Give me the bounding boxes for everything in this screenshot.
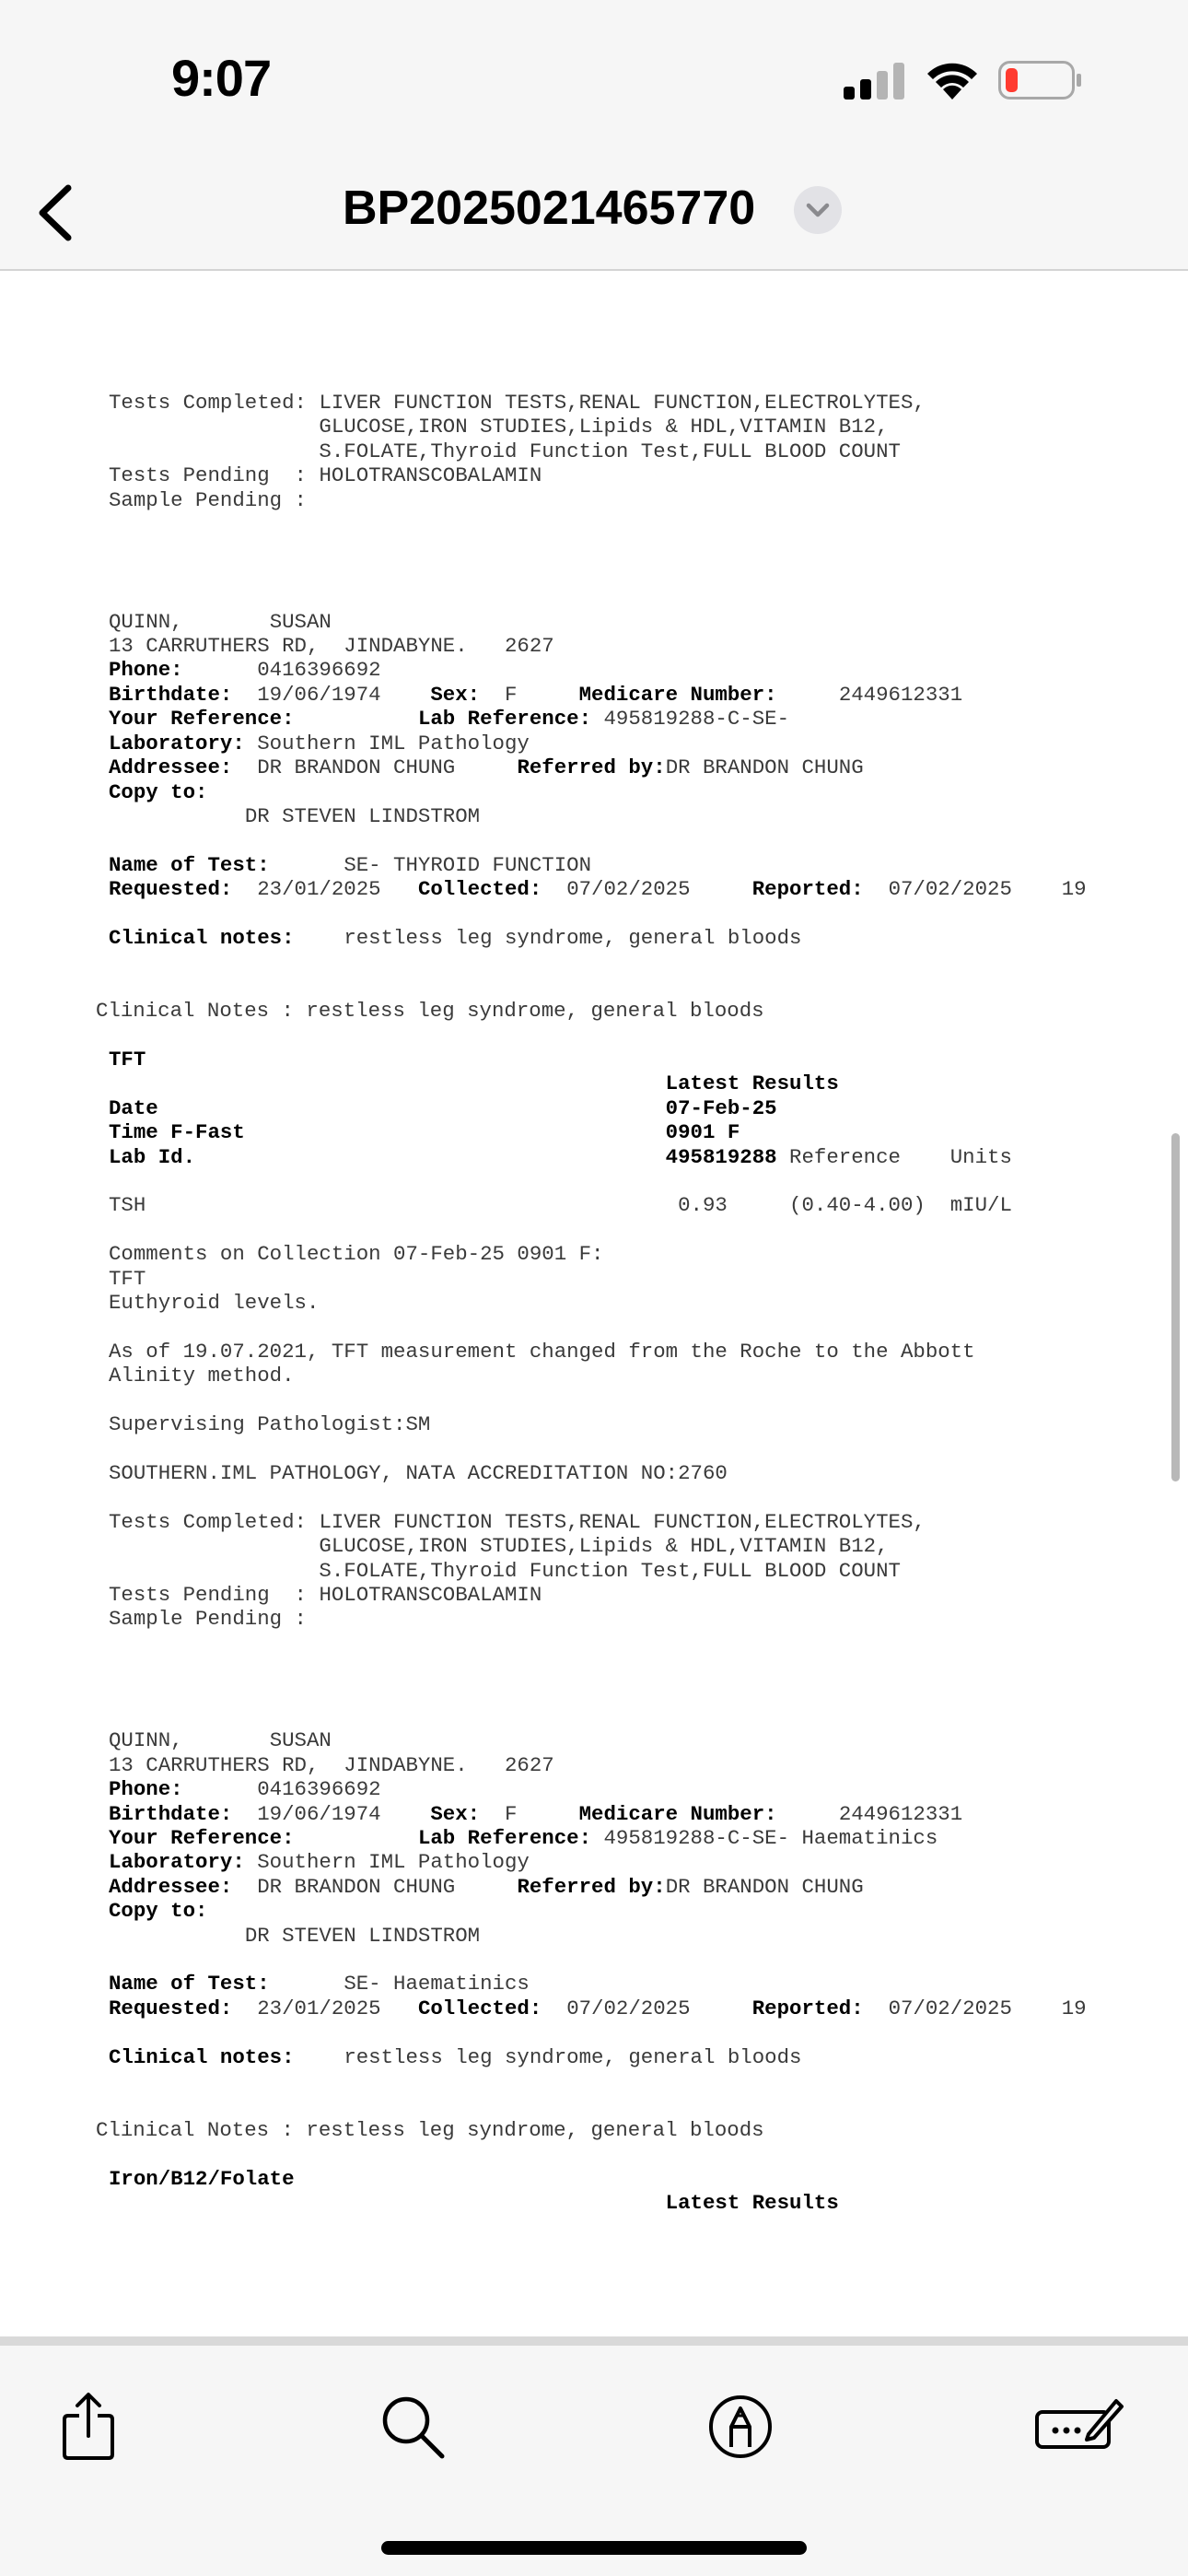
lab-reference-value: 495819288-C-SE-: [603, 707, 790, 732]
date-label: Date: [109, 1095, 158, 1120]
requested-label: Requested:: [109, 877, 233, 902]
iron-section-title: Iron/B12/Folate: [109, 2166, 295, 2191]
addressee-value: DR BRANDON CHUNG: [257, 1874, 456, 1899]
patient-postcode: 2627: [504, 1752, 554, 1777]
wifi-icon: [923, 57, 982, 101]
your-reference-label: Your Reference:: [109, 1825, 295, 1850]
toolbar-divider: [0, 2336, 1188, 2346]
date-value: 07-Feb-25: [665, 1095, 777, 1120]
phone-value: 0416396692: [257, 1777, 381, 1802]
reported-value: 07/02/2025: [888, 877, 1012, 902]
birthdate-label: Birthdate:: [109, 1801, 233, 1826]
laboratory-label: Laboratory:: [109, 731, 245, 755]
lab-reference-label: Lab Reference:: [417, 1825, 592, 1850]
tests-completed-value: GLUCOSE,IRON STUDIES,Lipids & HDL,VITAMIN B12,: [319, 1534, 889, 1559]
tests-completed-label: Tests Completed:: [109, 391, 307, 415]
phone-value: 0416396692: [257, 658, 381, 683]
clinical-notes-line: Clinical Notes : restless leg syndrome, general bloods: [96, 2117, 764, 2142]
patient-first-name: SUSAN: [269, 1728, 332, 1753]
time-label: Time F-Fast: [109, 1120, 245, 1145]
sample-pending-label: Sample Pending :: [109, 487, 307, 512]
patient-address: 13 CARRUTHERS RD, JINDABYNE.: [109, 634, 468, 659]
patient-last-name: QUINN,: [109, 609, 183, 634]
title-menu-button[interactable]: [794, 186, 842, 234]
addressee-label: Addressee:: [109, 1874, 233, 1899]
reported-label: Reported:: [751, 877, 864, 902]
requested-value: 23/01/2025: [257, 877, 381, 902]
phone-label: Phone:: [109, 1777, 183, 1802]
latest-results-header: Latest Results: [665, 1071, 839, 1096]
addressee-label: Addressee:: [109, 755, 233, 780]
patient-last-name: QUINN,: [109, 1728, 183, 1753]
lab-reference-value: 495819288-C-SE- Haematinics: [603, 1825, 938, 1850]
medicare-value: 2449612331: [838, 682, 963, 707]
name-of-test-value: SE- THYROID FUNCTION: [344, 852, 592, 877]
requested-value: 23/01/2025: [257, 1996, 381, 2020]
method-note-line: As of 19.07.2021, TFT measurement changed from the Roche to the Abbott: [109, 1339, 975, 1364]
status-bar: [0, 0, 1188, 157]
addressee-value: DR BRANDON CHUNG: [257, 755, 456, 780]
patient-address: 13 CARRUTHERS RD, JINDABYNE.: [109, 1752, 468, 1777]
vertical-scrollbar[interactable]: [1171, 1133, 1180, 1481]
sex-value: F: [505, 1801, 518, 1826]
your-reference-label: Your Reference:: [109, 707, 295, 732]
sex-value: F: [505, 682, 518, 707]
units-header: Units: [949, 1144, 1012, 1169]
referred-by-label: Referred by:: [517, 1874, 666, 1899]
lab-reference-label: Lab Reference:: [417, 707, 592, 732]
birthdate-value: 19/06/1974: [257, 1801, 381, 1826]
name-of-test-value: SE- Haematinics: [344, 1972, 530, 1996]
bottom-toolbar: [0, 2346, 1188, 2576]
method-note-line: Alinity method.: [109, 1364, 295, 1388]
laboratory-value: Southern IML Pathology: [257, 731, 530, 755]
tests-pending-value: HOLOTRANSCOBALAMIN: [319, 463, 542, 488]
copy-to-label: Copy to:: [109, 1899, 208, 1924]
share-icon[interactable]: [52, 2390, 125, 2464]
tsh-units: mIU/L: [949, 1193, 1012, 1218]
markup-pen-icon[interactable]: [704, 2390, 777, 2464]
name-of-test-label: Name of Test:: [109, 852, 270, 877]
chevron-down-icon: [794, 186, 842, 234]
tsh-reference: (0.40-4.00): [789, 1193, 926, 1218]
chevron-left-icon[interactable]: [28, 177, 83, 249]
tests-pending-label: Tests Pending :: [109, 463, 307, 488]
copy-to-value: DR STEVEN LINDSTROM: [244, 1923, 481, 1948]
lab-id-label: Lab Id.: [109, 1144, 196, 1169]
battery-icon: [998, 61, 1083, 100]
cellular-signal-icon: [842, 61, 908, 100]
phone-label: Phone:: [109, 658, 183, 683]
tft-section-title: TFT: [109, 1047, 146, 1071]
comments-line: Comments on Collection 07-Feb-25 0901 F:: [109, 1242, 604, 1267]
copy-to-value: DR STEVEN LINDSTROM: [244, 803, 481, 828]
tests-pending-label: Tests Pending :: [109, 1582, 307, 1607]
tests-completed-label: Tests Completed:: [109, 1509, 307, 1534]
supervising-pathologist: Supervising Pathologist:SM: [109, 1412, 431, 1437]
latest-results-header: Latest Results: [665, 2191, 839, 2216]
referred-by-label: Referred by:: [517, 755, 666, 780]
tests-pending-value: HOLOTRANSCOBALAMIN: [319, 1582, 542, 1607]
referred-by-value: DR BRANDON CHUNG: [665, 1874, 864, 1899]
reported-time-fragment: 19: [1061, 1996, 1087, 2020]
reported-label: Reported:: [751, 1996, 864, 2020]
collected-label: Collected:: [417, 877, 542, 902]
pathology-report: [96, 391, 1087, 2216]
comments-line: TFT: [109, 1266, 146, 1291]
reported-time-fragment: 19: [1061, 877, 1087, 902]
clinical-notes-label: Clinical notes:: [109, 2044, 295, 2069]
patient-first-name: SUSAN: [269, 609, 332, 634]
name-of-test-label: Name of Test:: [109, 1972, 270, 1996]
sex-label: Sex:: [430, 682, 481, 707]
collected-value: 07/02/2025: [566, 1996, 691, 2020]
search-icon[interactable]: [376, 2390, 449, 2464]
tests-completed-value: S.FOLATE,Thyroid Function Test,FULL BLOOD COUNT: [319, 1558, 901, 1583]
document-title: BP2025021465770: [343, 181, 756, 235]
clinical-notes-value: restless leg syndrome, general bloods: [344, 2044, 802, 2069]
tsh-value: 0.93: [678, 1193, 728, 1218]
laboratory-label: Laboratory:: [109, 1850, 245, 1875]
home-indicator[interactable]: [381, 2541, 807, 2555]
laboratory-value: Southern IML Pathology: [257, 1850, 530, 1875]
lab-id-value: 495819288: [665, 1144, 777, 1169]
navigation-bar: [0, 157, 1188, 271]
reported-value: 07/02/2025: [888, 1996, 1012, 2020]
tests-completed-value: LIVER FUNCTION TESTS,RENAL FUNCTION,ELECTROLYTES,: [319, 391, 926, 415]
collected-value: 07/02/2025: [566, 877, 691, 902]
medicare-value: 2449612331: [838, 1801, 963, 1826]
clinical-notes-label: Clinical notes:: [109, 925, 295, 950]
reference-header: Reference: [789, 1144, 901, 1169]
status-time: 9:07: [171, 49, 272, 107]
clinical-notes-line: Clinical Notes : restless leg syndrome, general bloods: [96, 999, 764, 1024]
tsh-label: TSH: [109, 1193, 146, 1218]
requested-label: Requested:: [109, 1996, 233, 2020]
birthdate-value: 19/06/1974: [257, 682, 381, 707]
tests-completed-value: S.FOLATE,Thyroid Function Test,FULL BLOOD COUNT: [319, 439, 901, 463]
medicare-label: Medicare Number:: [578, 682, 777, 707]
tests-completed-value: GLUCOSE,IRON STUDIES,Lipids & HDL,VITAMIN B12,: [319, 415, 889, 439]
patient-postcode: 2627: [504, 634, 554, 659]
time-value: 0901 F: [665, 1120, 740, 1145]
birthdate-label: Birthdate:: [109, 682, 233, 707]
copy-to-label: Copy to:: [109, 779, 208, 804]
tests-completed-value: LIVER FUNCTION TESTS,RENAL FUNCTION,ELECTROLYTES,: [319, 1509, 926, 1534]
sex-label: Sex:: [430, 1801, 481, 1826]
referred-by-value: DR BRANDON CHUNG: [665, 755, 864, 780]
clinical-notes-value: restless leg syndrome, general bloods: [344, 925, 802, 950]
pdf-document-view[interactable]: [0, 271, 1188, 2338]
collected-label: Collected:: [417, 1996, 542, 2020]
comments-line: Euthyroid levels.: [109, 1291, 320, 1316]
signature-icon[interactable]: [1031, 2390, 1127, 2464]
medicare-label: Medicare Number:: [578, 1801, 777, 1826]
accreditation-line: SOUTHERN.IML PATHOLOGY, NATA ACCREDITATION NO:2760: [109, 1460, 728, 1485]
sample-pending-label: Sample Pending :: [109, 1607, 307, 1632]
